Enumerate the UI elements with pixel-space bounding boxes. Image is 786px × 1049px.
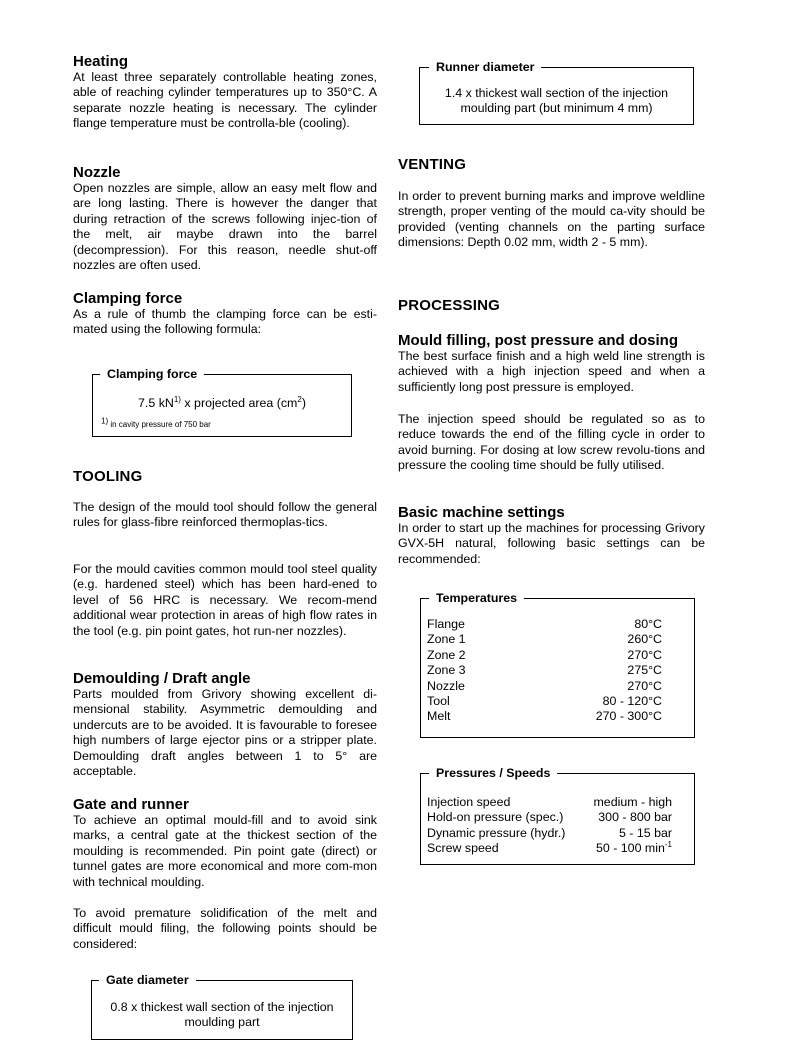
heating-section	[73, 54, 377, 132]
tooling-heading: TOOLING	[73, 468, 143, 485]
tooling-p2-wrap	[73, 562, 377, 639]
nozzle-section	[73, 165, 377, 273]
pressures-box	[420, 766, 695, 865]
table-row: Nozzle 270°C	[427, 678, 662, 693]
basic-settings-heading: Basic machine settings	[398, 504, 565, 521]
runner-box-label: Runner diameter	[429, 59, 541, 75]
table-row: Screw speed 50 - 100 $\min^{-1}$	[427, 840, 672, 856]
gate-diameter-box	[91, 973, 353, 1040]
table-row: Zone 3 275°C	[427, 663, 662, 678]
runner-diameter-box	[419, 60, 694, 125]
demoulding-text: Parts moulded from Grivory showing excellent di-mensional stability. Asymmetric demoulding and undercuts are to be avoided. It is favourable to foresee high numbers of large ejector pins or a stripper plate. Demoulding draft angles between 1 to 5° are acceptable.	[73, 687, 377, 779]
gate-paragraph-2: To avoid premature solidification of the melt and difficult mould filing, the following points should be considered:	[73, 906, 377, 951]
demoulding-heading: Demoulding / Draft angle	[73, 670, 251, 687]
temperatures-box	[420, 591, 695, 738]
gate-heading: Gate and runner	[73, 796, 189, 813]
gate-p2-wrap	[73, 906, 377, 952]
tooling-paragraph-1: The design of the mould tool should follow the general rules for glass-fibre reinforced thermoplas-tics.	[73, 500, 377, 530]
mould-filling-p2-wrap	[398, 412, 705, 474]
demoulding-section	[73, 671, 377, 779]
basic-settings-section	[398, 505, 705, 567]
venting-heading: VENTING	[398, 156, 467, 173]
clamping-footnote: $^{1)}$ in cavity pressure of 750 bar	[101, 416, 211, 429]
nozzle-text: Open nozzles are simple, allow an easy melt flow and are long lasting. There is however the danger that during retraction of the screws following injec-tion of the melt, air maybe drawn into the barrel (decompression). For this reason, needle shut-off nozzles are often used.	[73, 181, 377, 273]
gate-box-text: 0.8 x thickest wall section of the injection moulding part	[110, 1000, 334, 1030]
venting-heading-wrap	[398, 157, 705, 173]
nozzle-heading: Nozzle	[73, 164, 121, 181]
clamping-text: As a rule of thumb the clamping force can be esti-mated using the following formula:	[73, 307, 377, 337]
basic-settings-text: In order to start up the machines for processing Grivory GVX-5H natural, following basic settings can be recommended:	[398, 521, 705, 566]
gate-paragraph-1: To achieve an optimal mould-fill and to avoid sink marks, a central gate at the thickest section of the moulding is recommended. Pin point gate (direct) or tunnel gates are more economical and more com-mon with technical moulding.	[73, 813, 377, 889]
table-row: Zone 1 260°C	[427, 632, 662, 647]
mould-filling-paragraph-2: The injection speed should be regulated so as to reduce towards the end of the filling cycle in order to avoid burning. For dosing at low screw revolu-tions and pressure the cooling time should be fully utilised.	[398, 412, 705, 473]
table-row: Zone 2 270°C	[427, 647, 662, 662]
heating-heading: Heating	[73, 53, 129, 70]
table-row: Dynamic pressure (hydr.) 5 - 15 bar	[427, 825, 672, 840]
venting-text-wrap	[398, 189, 705, 251]
runner-box-text: 1.4 x thickest wall section of the injection moulding part (but minimum 4 mm)	[444, 86, 669, 116]
table-row: Melt 270 - 300°C	[427, 709, 662, 724]
venting-text: In order to prevent burning marks and improve weldline strength, proper venting of the mould ca-vity should be provided (venting channels on the parting surface dimensions: Depth 0.02 mm, width 2 - 5 mm).	[398, 189, 705, 250]
pressures-table	[427, 795, 672, 857]
table-row: Hold-on pressure (spec.) 300 - 800 bar	[427, 810, 672, 825]
temperatures-label: Temperatures	[429, 590, 524, 606]
processing-heading: PROCESSING	[398, 297, 501, 314]
clamping-force-box	[92, 367, 352, 437]
temperatures-table	[427, 617, 662, 725]
clamping-formula: 7.5 $kN^{1)}$ x projected area $(cm^2)$	[138, 394, 306, 410]
mould-filling-heading: Mould filling, post pressure and dosing	[398, 332, 679, 349]
table-row: Injection speed medium - high	[427, 795, 672, 809]
gate-box-label: Gate diameter	[99, 972, 196, 988]
clamping-box-label: Clamping force	[100, 366, 204, 382]
tooling-paragraph-2: For the mould cavities common mould tool steel quality (e.g. hardened steel) which has been hard-ened to level of 56 HRC is necessary. We recom-mend additional wear protection in areas of high flow rates in the tool (e.g. pin point gates, hot run-ner nozzles).	[73, 562, 377, 638]
table-row: Flange 80°C	[427, 617, 662, 631]
tooling-p1-wrap	[73, 500, 377, 531]
pressures-label: Pressures / Speeds	[429, 765, 557, 781]
tooling-heading-wrap	[73, 469, 377, 485]
clamping-section	[73, 291, 377, 338]
clamping-heading: Clamping force	[73, 290, 183, 307]
processing-heading-wrap	[398, 298, 705, 314]
mould-filling-section	[398, 333, 705, 395]
heating-text: At least three separately controllable heating zones, able of reaching cylinder temperatures up to 350°C. A separate nozzle heating is necessary. The cylinder flange temperature must be controlla-ble (cooling).	[73, 70, 377, 131]
gate-section	[73, 797, 377, 890]
mould-filling-paragraph-1: The best surface finish and a high weld line strength is achieved with a high injection speed and when a sufficiently long post pressure is employed.	[398, 349, 705, 394]
table-row: Tool 80 - 120°C	[427, 694, 662, 709]
